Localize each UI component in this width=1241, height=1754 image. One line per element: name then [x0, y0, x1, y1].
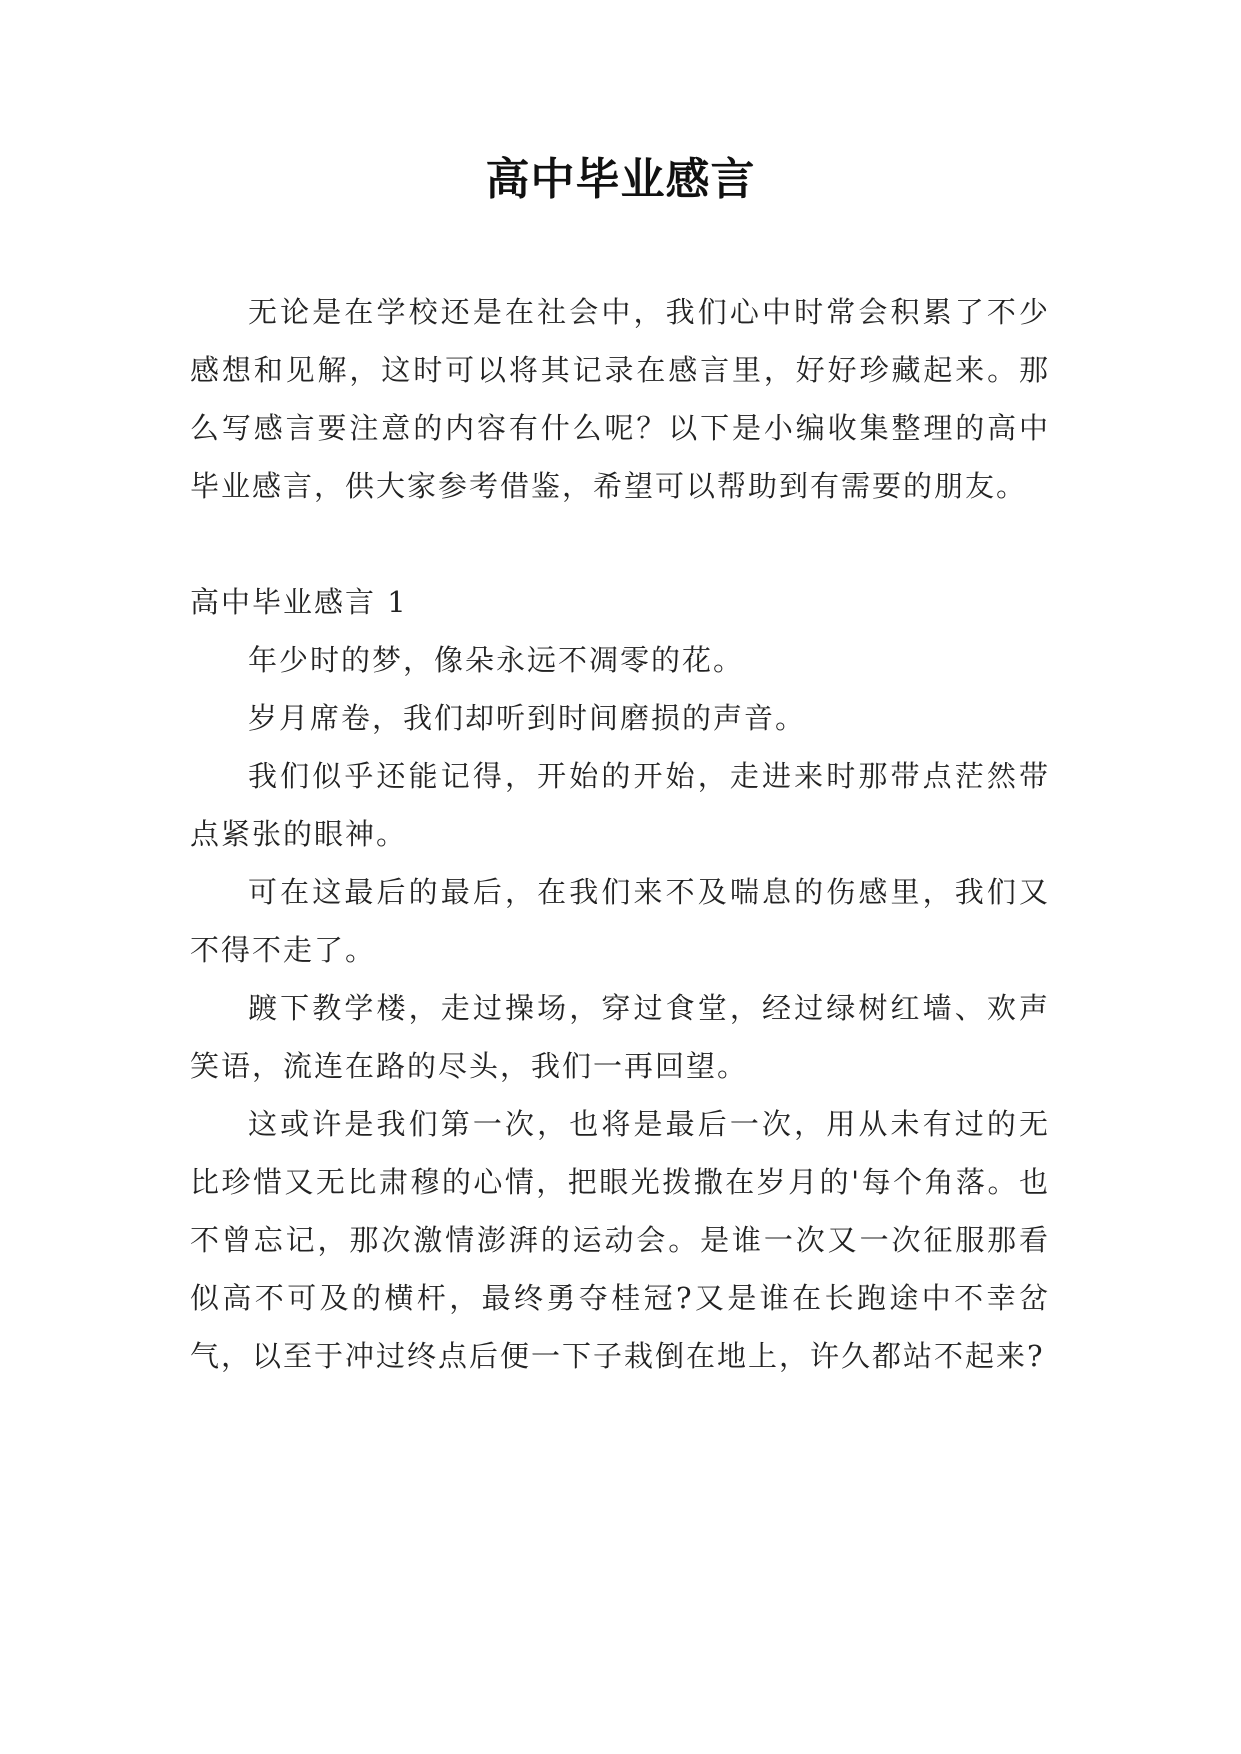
body-paragraph: 可在这最后的最后，在我们来不及喘息的伤感里，我们又不得不走了。	[190, 875, 1050, 967]
section-heading: 高中毕业感言 1	[190, 585, 408, 619]
intro-paragraph: 无论是在学校还是在社会中，我们心中时常会积累了不少感想和见解，这时可以将其记录在感言里，好好珍藏起来。那么写感言要注意的内容有什么呢？以下是小编收集整理的高中毕业感言，供大家参考借鉴，希望可以帮助到有需要的朋友。	[190, 295, 1050, 503]
document-body	[190, 283, 1050, 1385]
body-paragraph: 踱下教学楼，走过操场，穿过食堂，经过绿树红墙、欢声笑语，流连在路的尽头，我们一再回望。	[190, 991, 1050, 1083]
document-title: 高中毕业感言	[485, 154, 756, 205]
body-paragraph: 我们似乎还能记得，开始的开始，走进来时那带点茫然带点紧张的眼神。	[190, 759, 1050, 851]
body-paragraph: 年少时的梦，像朵永远不凋零的花。	[248, 643, 745, 677]
body-paragraph: 岁月席卷，我们却听到时间磨损的声音。	[248, 701, 807, 735]
body-paragraph: 这或许是我们第一次，也将是最后一次，用从未有过的无比珍惜又无比肃穆的心情，把眼光拨撒在岁月的'每个角落。也不曾忘记，那次激情澎湃的运动会。是谁一次又一次征服那看似高不可及的横杆，最终勇夺桂冠?又是谁在长跑途中不幸岔气，以至于冲过终点后便一下子栽倒在地上，许久都站不起来?	[190, 1107, 1050, 1373]
